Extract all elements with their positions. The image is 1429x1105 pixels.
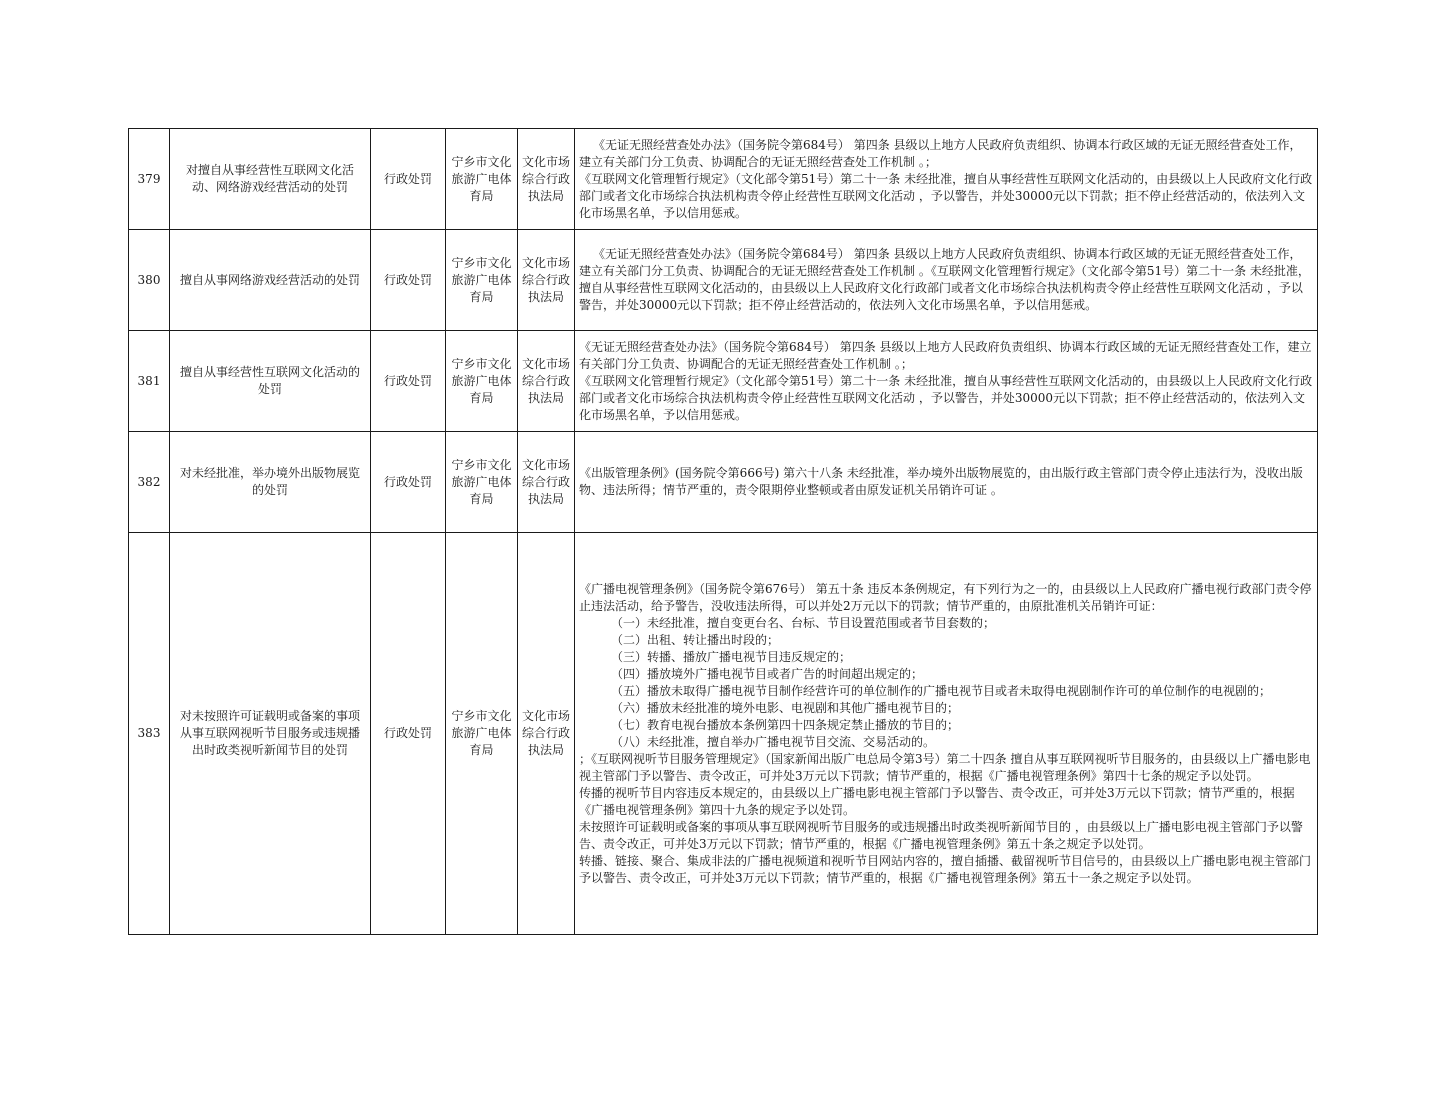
penalty-type: 行政处罚 [371, 331, 446, 432]
item-name: 擅自从事网络游戏经营活动的处罚 [170, 230, 371, 331]
legal-basis [575, 533, 1318, 935]
penalty-type: 行政处罚 [371, 432, 446, 533]
row-number: 383 [129, 533, 170, 935]
responsible-department: 宁乡市文化旅游广电体育局 [446, 331, 518, 432]
enforcement-agency: 文化市场综合行政执法局 [518, 331, 575, 432]
penalty-type: 行政处罚 [371, 129, 446, 230]
basis-list-item: （二）出租、转让播出时段的； [611, 632, 780, 647]
basis-list-item: （一）未经批准，擅自变更台名、台标、节目设置范围或者节目套数的； [611, 615, 996, 630]
enforcement-agency: 文化市场综合行政执法局 [518, 533, 575, 935]
legal-basis [575, 230, 1318, 331]
row-number: 381 [129, 331, 170, 432]
row-number: 379 [129, 129, 170, 230]
penalty-table [128, 128, 1318, 935]
enforcement-agency: 文化市场综合行政执法局 [518, 432, 575, 533]
basis-paragraph: 未按照许可证载明或备案的事项从事互联网视听节目服务的或违规播出时政类视听新闻节目的 ，由县级以上广播电影电视主管部门予以警告、责令改正，可并处3万元以下罚款；情节严重的，根据《广播电视管理条例》第五十条之规定予以处罚。 [579, 819, 1303, 851]
basis-list-item: （三）转播、播放广播电视节目违反规定的； [611, 649, 852, 664]
basis-list-item: （五）播放未取得广播电视节目制作经营许可的单位制作的广播电视节目或者未取得电视剧制作许可的单位制作的电视剧的； [611, 683, 1272, 698]
table-row [129, 129, 1318, 230]
basis-list-item: （七）教育电视台播放本条例第四十四条规定禁止播放的节目的； [611, 717, 960, 732]
item-name: 对未经批准，举办境外出版物展览的处罚 [170, 432, 371, 533]
basis-paragraph: 《互联网文化管理暂行规定》（文化部令第51号）第二十一条 未经批准，擅自从事经营性互联网文化活动的，由县级以上人民政府文化行政部门或者文化市场综合执法机构责令停止经营性互联网文化活动 ，予以警告，并处30000元以下罚款；拒不停止经营活动的，依法列入文化市场黑名单，予以信用惩戒。 [579, 373, 1313, 422]
row-number: 380 [129, 230, 170, 331]
responsible-department: 宁乡市文化旅游广电体育局 [446, 230, 518, 331]
item-name: 对未按照许可证载明或备案的事项从事互联网视听节目服务或违规播出时政类视听新闻节目的处罚 [170, 533, 371, 935]
penalty-type: 行政处罚 [371, 533, 446, 935]
basis-paragraph: ；《互联网视听节目服务管理规定》（国家新闻出版广电总局令第3号）第二十四条 擅自从事互联网视听节目服务的，由县级以上广播电影电视主管部门予以警告、责令改正，可并处3万元以下罚款；情节严重的，根据《广播电视管理条例》第四十七条的规定予以处罚。 [579, 751, 1311, 783]
basis-paragraph: 《无证无照经营查处办法》（国务院令第684号） 第四条 县级以上地方人民政府负责组织、协调本行政区域的无证无照经营查处工作，建立有关部门分工负责、协调配合的无证无照经营查处工作机制 。； [579, 137, 1302, 169]
responsible-department: 宁乡市文化旅游广电体育局 [446, 432, 518, 533]
row-number: 382 [129, 432, 170, 533]
table-row [129, 533, 1318, 935]
table-row [129, 432, 1318, 533]
legal-basis [575, 331, 1318, 432]
basis-list-item: （四）播放境外广播电视节目或者广告的时间超出规定的； [611, 666, 924, 681]
table-row [129, 230, 1318, 331]
enforcement-agency: 文化市场综合行政执法局 [518, 129, 575, 230]
basis-paragraph: 传播的视听节目内容违反本规定的，由县级以上广播电影电视主管部门予以警告、责令改正，可并处3万元以下罚款；情节严重的，根据《广播电视管理条例》第四十九条的规定予以处罚。 [579, 785, 1295, 817]
basis-paragraph: 《无证无照经营查处办法》（国务院令第684号） 第四条 县级以上地方人民政府负责组织、协调本行政区域的无证无照经营查处工作，建立有关部门分工负责、协调配合的无证无照经营查处工作机制 。《互联网文化管理暂行规定》（文化部令第51号）第二十一条 未经批准，擅自从事经营性互联网文化活动的，由县级以上人民政府文化行政部门或者文化市场综合执法机构责令停止经营性互联网文化活动 ，予以警告，并处30000元以下罚款；拒不停止经营活动的，依法列入文化市场黑名单，予以信用惩戒。 [579, 247, 1310, 312]
basis-list-item: （六）播放未经批准的境外电影、电视剧和其他广播电视节目的； [611, 700, 960, 715]
basis-paragraph: 转播、链接、聚合、集成非法的广播电视频道和视听节目网站内容的，擅自插播、截留视听节目信号的，由县级以上广播电影电视主管部门予以警告、责令改正，可并处3万元以下罚款；情节严重的，根据《广播电视管理条例》第五十一条之规定予以处罚。 [579, 853, 1312, 885]
penalty-type: 行政处罚 [371, 230, 446, 331]
table-row [129, 331, 1318, 432]
basis-list-item: （八）未经批准，擅自举办广播电视节目交流、交易活动的。 [611, 734, 936, 749]
responsible-department: 宁乡市文化旅游广电体育局 [446, 533, 518, 935]
item-name: 擅自从事经营性互联网文化活动的处罚 [170, 331, 371, 432]
basis-paragraph: 《出版管理条例》(国务院令第666号) 第六十八条 未经批准，举办境外出版物展览的，由出版行政主管部门责令停止违法行为，没收出版物、违法所得；情节严重的，责令限期停业整顿或者由原发证机关吊销许可证 。 [579, 466, 1303, 497]
enforcement-agency: 文化市场综合行政执法局 [518, 230, 575, 331]
legal-basis [575, 129, 1318, 230]
item-name: 对擅自从事经营性互联网文化活动、网络游戏经营活动的处罚 [170, 129, 371, 230]
responsible-department: 宁乡市文化旅游广电体育局 [446, 129, 518, 230]
basis-paragraph: 《无证无照经营查处办法》（国务院令第684号） 第四条 县级以上地方人民政府负责组织、协调本行政区域的无证无照经营查处工作，建立有关部门分工负责、协调配合的无证无照经营查处工作机制 。； [579, 339, 1312, 371]
basis-paragraph: 《互联网文化管理暂行规定》（文化部令第51号）第二十一条 未经批准，擅自从事经营性互联网文化活动的，由县级以上人民政府文化行政部门或者文化市场综合执法机构责令停止经营性互联网文化活动 ，予以警告，并处30000元以下罚款；拒不停止经营活动的，依法列入文化市场黑名单，予以信用惩戒。 [579, 171, 1313, 220]
basis-paragraph: 《广播电视管理条例》（国务院令第676号） 第五十条 违反本条例规定，有下列行为之一的，由县级以上人民政府广播电视行政部门责令停止违法活动，给予警告，没收违法所得，可以并处2万元以下的罚款；情节严重的，由原批准机关吊销许可证： [579, 581, 1312, 613]
legal-basis [575, 432, 1318, 533]
